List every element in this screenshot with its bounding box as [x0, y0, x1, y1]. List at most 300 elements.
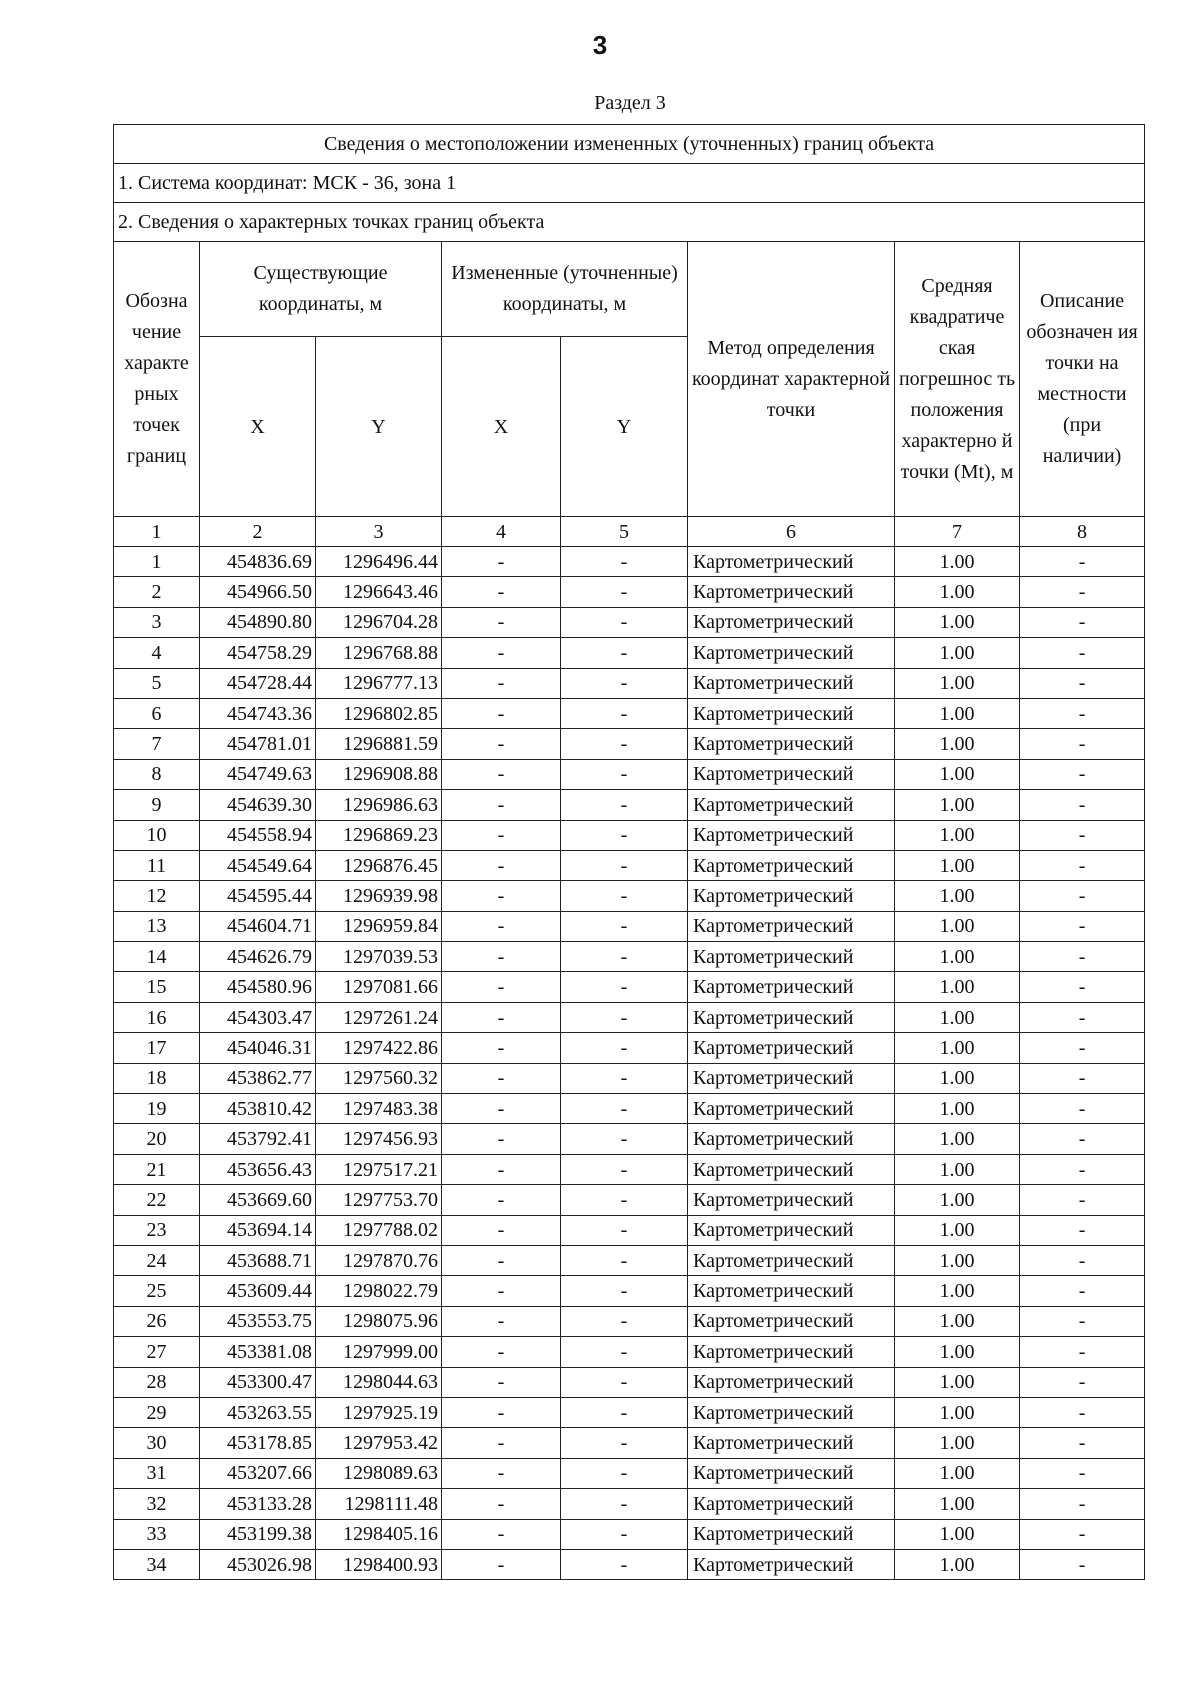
changed-x: -: [442, 759, 561, 789]
point-description: -: [1020, 942, 1145, 972]
method: Картометрический: [688, 1185, 895, 1215]
existing-x: 454549.64: [200, 850, 316, 880]
existing-x: 453810.42: [200, 1094, 316, 1124]
changed-x: -: [442, 1002, 561, 1032]
point-description: -: [1020, 1063, 1145, 1093]
point-number: 25: [114, 1276, 200, 1306]
table-row: [114, 1549, 1145, 1579]
method: Картометрический: [688, 790, 895, 820]
page-number: 3: [592, 30, 608, 60]
column-number-row: [114, 517, 1145, 547]
mean-square-error: 1.00: [895, 1489, 1020, 1519]
method: Картометрический: [688, 638, 895, 668]
method: Картометрический: [688, 1215, 895, 1245]
changed-x: -: [442, 1185, 561, 1215]
existing-x: 454728.44: [200, 668, 316, 698]
changed-x: -: [442, 1428, 561, 1458]
table-row: [114, 607, 1145, 637]
method: Картометрический: [688, 972, 895, 1002]
mean-square-error: 1.00: [895, 972, 1020, 1002]
existing-x: 453688.71: [200, 1245, 316, 1275]
coordinate-system-row: [114, 164, 1145, 203]
table-row: [114, 668, 1145, 698]
existing-y: 1298044.63: [316, 1367, 442, 1397]
column-number: 1: [114, 517, 200, 547]
changed-y: -: [561, 942, 688, 972]
changed-x: -: [442, 850, 561, 880]
existing-y: 1297261.24: [316, 1002, 442, 1032]
existing-x: 453862.77: [200, 1063, 316, 1093]
changed-y: -: [561, 607, 688, 637]
changed-y: -: [561, 1276, 688, 1306]
mean-square-error: 1.00: [895, 607, 1020, 637]
mean-square-error: 1.00: [895, 942, 1020, 972]
changed-y: -: [561, 1033, 688, 1063]
mean-square-error: 1.00: [895, 547, 1020, 577]
existing-y: 1297039.53: [316, 942, 442, 972]
existing-x: 453694.14: [200, 1215, 316, 1245]
existing-x: 453792.41: [200, 1124, 316, 1154]
mean-square-error: 1.00: [895, 1063, 1020, 1093]
changed-y: -: [561, 1306, 688, 1336]
existing-x: 454303.47: [200, 1002, 316, 1032]
changed-y: -: [561, 577, 688, 607]
column-number: 5: [561, 517, 688, 547]
existing-y: 1297483.38: [316, 1094, 442, 1124]
point-number: 32: [114, 1489, 200, 1519]
point-description: -: [1020, 1367, 1145, 1397]
table-row: [114, 1397, 1145, 1427]
column-number: 8: [1020, 517, 1145, 547]
changed-y: -: [561, 911, 688, 941]
point-description: -: [1020, 729, 1145, 759]
column-number: 7: [895, 517, 1020, 547]
method: Картометрический: [688, 881, 895, 911]
table-row: [114, 1519, 1145, 1549]
existing-x: 453133.28: [200, 1489, 316, 1519]
existing-x: 454781.01: [200, 729, 316, 759]
existing-x: 454558.94: [200, 820, 316, 850]
changed-y: -: [561, 881, 688, 911]
point-number: 26: [114, 1306, 200, 1336]
point-number: 16: [114, 1002, 200, 1032]
existing-y: 1296908.88: [316, 759, 442, 789]
mean-square-error: 1.00: [895, 1397, 1020, 1427]
mean-square-error: 1.00: [895, 1276, 1020, 1306]
point-description: -: [1020, 1033, 1145, 1063]
mean-square-error: 1.00: [895, 698, 1020, 728]
changed-y: -: [561, 820, 688, 850]
changed-x: -: [442, 547, 561, 577]
existing-y: 1297999.00: [316, 1337, 442, 1367]
changed-y: -: [561, 850, 688, 880]
mean-square-error: 1.00: [895, 1458, 1020, 1488]
point-number: 10: [114, 820, 200, 850]
table-row: [114, 1124, 1145, 1154]
point-description: -: [1020, 1245, 1145, 1275]
method: Картометрический: [688, 911, 895, 941]
changed-x: -: [442, 972, 561, 1002]
boundary-points-table: [113, 124, 1145, 1580]
changed-x: -: [442, 577, 561, 607]
existing-y: 1296881.59: [316, 729, 442, 759]
point-number: 9: [114, 790, 200, 820]
changed-y: -: [561, 1002, 688, 1032]
changed-x: -: [442, 1215, 561, 1245]
existing-x: 454890.80: [200, 607, 316, 637]
mean-square-error: 1.00: [895, 820, 1020, 850]
method: Картометрический: [688, 759, 895, 789]
changed-y: -: [561, 1397, 688, 1427]
table-row: [114, 547, 1145, 577]
existing-x: 454595.44: [200, 881, 316, 911]
changed-y: -: [561, 790, 688, 820]
changed-x: -: [442, 1337, 561, 1367]
mean-square-error: 1.00: [895, 1154, 1020, 1184]
existing-y: 1296704.28: [316, 607, 442, 637]
point-description: -: [1020, 1094, 1145, 1124]
table-row: [114, 1489, 1145, 1519]
changed-x: -: [442, 1124, 561, 1154]
point-number: 23: [114, 1215, 200, 1245]
point-description: -: [1020, 698, 1145, 728]
existing-y: 1296802.85: [316, 698, 442, 728]
table-row: [114, 850, 1145, 880]
table-row: [114, 1306, 1145, 1336]
changed-y: -: [561, 1549, 688, 1579]
changed-x: -: [442, 1306, 561, 1336]
changed-x: -: [442, 1519, 561, 1549]
changed-x: -: [442, 1063, 561, 1093]
method: Картометрический: [688, 820, 895, 850]
point-description: -: [1020, 638, 1145, 668]
mean-square-error: 1.00: [895, 668, 1020, 698]
method: Картометрический: [688, 1245, 895, 1275]
changed-x: -: [442, 1458, 561, 1488]
point-description: -: [1020, 1276, 1145, 1306]
point-number: 17: [114, 1033, 200, 1063]
existing-x: 453178.85: [200, 1428, 316, 1458]
point-number: 18: [114, 1063, 200, 1093]
changed-y: -: [561, 698, 688, 728]
header-existing-coordinates: Существующие координаты, м: [200, 242, 442, 337]
method: Картометрический: [688, 1002, 895, 1032]
existing-x: 453656.43: [200, 1154, 316, 1184]
point-number: 34: [114, 1549, 200, 1579]
changed-y: -: [561, 1215, 688, 1245]
mean-square-error: 1.00: [895, 790, 1020, 820]
mean-square-error: 1.00: [895, 881, 1020, 911]
point-number: 28: [114, 1367, 200, 1397]
column-number: 6: [688, 517, 895, 547]
point-description: -: [1020, 1215, 1145, 1245]
changed-y: -: [561, 729, 688, 759]
existing-x: 454604.71: [200, 911, 316, 941]
header-changed-y: Y: [561, 337, 688, 517]
point-description: -: [1020, 820, 1145, 850]
point-description: -: [1020, 1428, 1145, 1458]
changed-y: -: [561, 1185, 688, 1215]
point-description: -: [1020, 972, 1145, 1002]
existing-y: 1297081.66: [316, 972, 442, 1002]
changed-y: -: [561, 759, 688, 789]
method: Картометрический: [688, 729, 895, 759]
points-info: 2. Сведения о характерных точках границ объекта: [114, 203, 1145, 242]
point-description: -: [1020, 759, 1145, 789]
existing-y: 1298075.96: [316, 1306, 442, 1336]
existing-x: 454639.30: [200, 790, 316, 820]
mean-square-error: 1.00: [895, 1549, 1020, 1579]
point-description: -: [1020, 668, 1145, 698]
point-number: 20: [114, 1124, 200, 1154]
existing-x: 453263.55: [200, 1397, 316, 1427]
point-number: 4: [114, 638, 200, 668]
changed-x: -: [442, 1276, 561, 1306]
mean-square-error: 1.00: [895, 911, 1020, 941]
point-description: -: [1020, 850, 1145, 880]
changed-y: -: [561, 1489, 688, 1519]
existing-x: 453207.66: [200, 1458, 316, 1488]
point-description: -: [1020, 881, 1145, 911]
changed-x: -: [442, 820, 561, 850]
point-description: -: [1020, 1489, 1145, 1519]
changed-y: -: [561, 1245, 688, 1275]
method: Картометрический: [688, 1458, 895, 1488]
mean-square-error: 1.00: [895, 1519, 1020, 1549]
method: Картометрический: [688, 577, 895, 607]
existing-x: 454966.50: [200, 577, 316, 607]
coordinate-system: 1. Система координат: МСК - 36, зона 1: [114, 164, 1145, 203]
section-label: Раздел 3: [594, 92, 666, 114]
changed-x: -: [442, 881, 561, 911]
existing-y: 1297870.76: [316, 1245, 442, 1275]
existing-x: 454758.29: [200, 638, 316, 668]
point-description: -: [1020, 1519, 1145, 1549]
method: Картометрический: [688, 547, 895, 577]
point-description: -: [1020, 1458, 1145, 1488]
point-description: -: [1020, 1154, 1145, 1184]
method: Картометрический: [688, 1276, 895, 1306]
mean-square-error: 1.00: [895, 638, 1020, 668]
table-row: [114, 1245, 1145, 1275]
existing-x: 453553.75: [200, 1306, 316, 1336]
point-number: 29: [114, 1397, 200, 1427]
existing-y: 1296986.63: [316, 790, 442, 820]
table-title: Сведения о местоположении измененных (уточненных) границ объекта: [114, 125, 1145, 164]
changed-y: -: [561, 668, 688, 698]
point-description: -: [1020, 1185, 1145, 1215]
table-row: [114, 577, 1145, 607]
point-description: -: [1020, 1002, 1145, 1032]
changed-x: -: [442, 1397, 561, 1427]
existing-y: 1297517.21: [316, 1154, 442, 1184]
table-row: [114, 1428, 1145, 1458]
existing-y: 1297953.42: [316, 1428, 442, 1458]
method: Картометрический: [688, 942, 895, 972]
table-row: [114, 638, 1145, 668]
mean-square-error: 1.00: [895, 759, 1020, 789]
existing-x: 453669.60: [200, 1185, 316, 1215]
table-row: [114, 1063, 1145, 1093]
point-number: 21: [114, 1154, 200, 1184]
table-row: [114, 911, 1145, 941]
point-description: -: [1020, 577, 1145, 607]
existing-y: 1296869.23: [316, 820, 442, 850]
existing-y: 1297456.93: [316, 1124, 442, 1154]
point-description: -: [1020, 547, 1145, 577]
header-designation: Обозна чение характе рных точек границ: [114, 242, 200, 517]
table-row: [114, 698, 1145, 728]
existing-y: 1297788.02: [316, 1215, 442, 1245]
changed-x: -: [442, 790, 561, 820]
point-description: -: [1020, 790, 1145, 820]
mean-square-error: 1.00: [895, 1367, 1020, 1397]
changed-x: -: [442, 1549, 561, 1579]
changed-x: -: [442, 607, 561, 637]
method: Картометрический: [688, 1094, 895, 1124]
table-row: [114, 1367, 1145, 1397]
header-method: Метод определения координат характерной точки: [688, 242, 895, 517]
method: Картометрический: [688, 1549, 895, 1579]
mean-square-error: 1.00: [895, 1124, 1020, 1154]
changed-x: -: [442, 911, 561, 941]
table-row: [114, 1185, 1145, 1215]
existing-x: 454626.79: [200, 942, 316, 972]
existing-y: 1296959.84: [316, 911, 442, 941]
mean-square-error: 1.00: [895, 1002, 1020, 1032]
existing-y: 1297560.32: [316, 1063, 442, 1093]
table-row: [114, 972, 1145, 1002]
changed-x: -: [442, 638, 561, 668]
existing-y: 1298400.93: [316, 1549, 442, 1579]
point-number: 5: [114, 668, 200, 698]
table-row: [114, 942, 1145, 972]
table-row: [114, 1002, 1145, 1032]
changed-y: -: [561, 547, 688, 577]
existing-x: 454749.63: [200, 759, 316, 789]
changed-x: -: [442, 1489, 561, 1519]
mean-square-error: 1.00: [895, 1094, 1020, 1124]
table-row: [114, 729, 1145, 759]
point-number: 22: [114, 1185, 200, 1215]
header-error: Средняя квадратиче ская погрешнос ть положения характерно й точки (Mt), м: [895, 242, 1020, 517]
existing-y: 1296768.88: [316, 638, 442, 668]
table-row: [114, 1276, 1145, 1306]
changed-y: -: [561, 972, 688, 1002]
method: Картометрический: [688, 1367, 895, 1397]
table-row: [114, 1094, 1145, 1124]
existing-x: 453199.38: [200, 1519, 316, 1549]
header-existing-y: Y: [316, 337, 442, 517]
table-row: [114, 1215, 1145, 1245]
existing-y: 1298089.63: [316, 1458, 442, 1488]
point-description: -: [1020, 911, 1145, 941]
method: Картометрический: [688, 1306, 895, 1336]
existing-y: 1296777.13: [316, 668, 442, 698]
column-number: 4: [442, 517, 561, 547]
table-row: [114, 1033, 1145, 1063]
table-row: [114, 759, 1145, 789]
method: Картометрический: [688, 1519, 895, 1549]
changed-y: -: [561, 1154, 688, 1184]
point-description: -: [1020, 607, 1145, 637]
point-number: 1: [114, 547, 200, 577]
existing-x: 453609.44: [200, 1276, 316, 1306]
changed-y: -: [561, 1458, 688, 1488]
point-number: 30: [114, 1428, 200, 1458]
existing-x: 454836.69: [200, 547, 316, 577]
method: Картометрический: [688, 668, 895, 698]
changed-x: -: [442, 1033, 561, 1063]
point-number: 6: [114, 698, 200, 728]
changed-y: -: [561, 1428, 688, 1458]
existing-x: 454743.36: [200, 698, 316, 728]
existing-y: 1298022.79: [316, 1276, 442, 1306]
point-description: -: [1020, 1549, 1145, 1579]
existing-y: 1297422.86: [316, 1033, 442, 1063]
header-existing-x: X: [200, 337, 316, 517]
changed-y: -: [561, 1124, 688, 1154]
changed-x: -: [442, 1245, 561, 1275]
table-row: [114, 1154, 1145, 1184]
changed-y: -: [561, 1367, 688, 1397]
mean-square-error: 1.00: [895, 1215, 1020, 1245]
changed-x: -: [442, 668, 561, 698]
point-number: 2: [114, 577, 200, 607]
existing-y: 1297925.19: [316, 1397, 442, 1427]
point-description: -: [1020, 1124, 1145, 1154]
changed-y: -: [561, 1063, 688, 1093]
changed-x: -: [442, 698, 561, 728]
point-number: 7: [114, 729, 200, 759]
point-description: -: [1020, 1337, 1145, 1367]
point-number: 8: [114, 759, 200, 789]
point-number: 24: [114, 1245, 200, 1275]
header-description: Описание обозначен ия точки на местности (при наличии): [1020, 242, 1145, 517]
point-number: 13: [114, 911, 200, 941]
method: Картометрический: [688, 1124, 895, 1154]
existing-y: 1297753.70: [316, 1185, 442, 1215]
point-description: -: [1020, 1397, 1145, 1427]
changed-y: -: [561, 638, 688, 668]
method: Картометрический: [688, 1154, 895, 1184]
table-row: [114, 881, 1145, 911]
changed-x: -: [442, 1154, 561, 1184]
method: Картометрический: [688, 1428, 895, 1458]
method: Картометрический: [688, 1033, 895, 1063]
point-number: 11: [114, 850, 200, 880]
existing-x: 453026.98: [200, 1549, 316, 1579]
existing-y: 1296876.45: [316, 850, 442, 880]
changed-x: -: [442, 1094, 561, 1124]
existing-y: 1298405.16: [316, 1519, 442, 1549]
method: Картометрический: [688, 1397, 895, 1427]
method: Картометрический: [688, 607, 895, 637]
existing-y: 1296643.46: [316, 577, 442, 607]
mean-square-error: 1.00: [895, 729, 1020, 759]
mean-square-error: 1.00: [895, 1245, 1020, 1275]
mean-square-error: 1.00: [895, 850, 1020, 880]
existing-x: 454580.96: [200, 972, 316, 1002]
mean-square-error: 1.00: [895, 1337, 1020, 1367]
mean-square-error: 1.00: [895, 1306, 1020, 1336]
table-row: [114, 820, 1145, 850]
point-number: 19: [114, 1094, 200, 1124]
changed-x: -: [442, 942, 561, 972]
table-row: [114, 1458, 1145, 1488]
header-row-1: [114, 242, 1145, 337]
points-info-row: [114, 203, 1145, 242]
